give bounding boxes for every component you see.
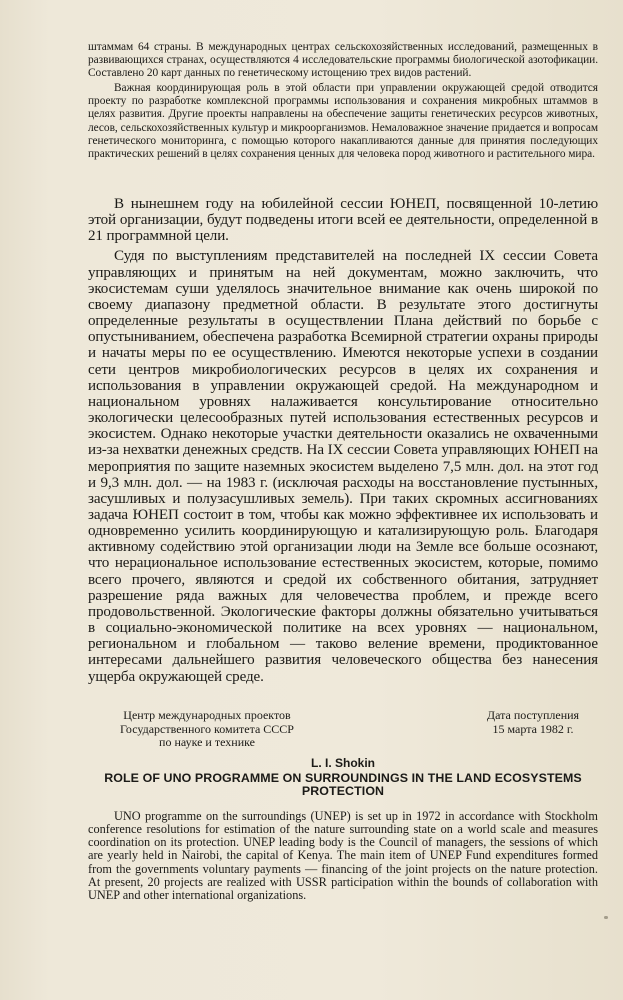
received-date-value: 15 марта 1982 г. [492,721,574,736]
summary-title: ROLE OF UNO PROGRAMME ON SURROUNDINGS IN THE LAND ECOSYSTEMS PROTECTION [104,771,582,798]
received-date [458,709,608,736]
organization-signature [92,709,322,750]
summary-author: L. I. Shokin [310,756,375,770]
main-paragraph-2: Судя по выступлениям представителей на последней IX сессии Совета управляющих и принятым на ней документам, можно заключить, что экосистемам суши уделялось значительное внимание как очень широкой по своему диапазону предметной области. В результате этого достигнуты определенные результаты в осуществлении Плана действий по борьбе с опустыниванием, обеспечена разработка Всемирной стратегии охраны природы и начаты меры по ее осуществлению. Имеются некоторые успехи в создании сети центров микробиологических ресурсов в целях их сохранения и использования в управлении окружающей средой. На международном и национальном уровнях налаживается консультирование относительно экологически целесообразных путей использования естественных ресурсов и экосистем. Однако некоторые участки деятельности оказались не охваченными из-за нехватки денежных средств. На IX сессии Совета управляющих ЮНЕП на мероприятия по защите наземных экосистем выделено 7,5 млн. дол. на этот год и 9,3 млн. дол. — на 1983 г. (исключая расходы на восстановление пустынных, засушливых и полузасушливых земель). При таких скромных ассигнованиях задача ЮНЕП состоит в том, чтобы как можно эффективнее их использовать и одновременно усилить координирующую и катализирующую роль. Благодаря активному содействию этой организации люди на Земле все больше осознают, что нерациональное использование естественных экосистем, которые, помимо всего прочего, являются и средой их собственного обитания, затрудняет разрешение ряда важных для человечества проблем, и прежде всего продовольственной. Экологические факторы должны обязательно учитываться в социально-экономической политике на всех уровнях — национальном, региональном и глобальном — таково веление времени, продиктованное интересами дальнейшего развития человеческого общества без нанесения ущерба окружающей среде. [88,248,598,685]
top-paragraph-2: Важная координирующая роль в этой области при управлении окружающей средой отводится проекту по разработке комплексной программы использования и сохранения микробных штаммов в целях развития. Другие проекты направлены на обеспечение защиты генетических ресурсов животных, лесов, сельскохозяйственных культур и микроорганизмов. Немаловажное значение придается и вопросам генетического мониторинга, с помощью которого накапливаются данные для принятия последующих практических решений в целях сохранения ценных для человека пород животного и растительного мира. [88,82,598,160]
organization-line-2: Государственного комитета СССР [120,721,294,736]
summary-abstract [88,810,598,902]
paper-speck [604,916,608,919]
main-section [88,196,598,685]
organization-line-3: по науке и технике [159,735,255,749]
organization-line-1: Центр международных проектов [123,708,291,722]
top-paragraph-1: штаммам 64 страны. В международных центрах сельскохозяйственных исследований, размещенных в развивающихся странах, осуществляются 4 исследовательские программы биологической азотофикации. Составлено 20 карт данных по генетическому истощению трех видов растений. [88,41,598,80]
top-section [88,41,598,161]
summary-text: UNO programme on the surroundings (UNEP) is set up in 1972 in accordance with Stockholm conference resolutions for estimation of the nature surrounding state on a world scale and measures coordination on its protection. UNEP leading body is the Council of managers, the sessions of which are yearly held in Nairobi, the capital of Kenya. The main item of UNEP Fund expenditures formed from the governments voluntary payments — financing of the joint projects on the nature protection. At present, 20 projects are realized with USSR participation within the bounds of collaboration with UNEP and other international organizations. [88,809,598,902]
received-date-label: Дата поступления [486,708,580,722]
main-paragraph-1: В нынешнем году на юбилейной сессии ЮНЕП, посвященной 10-летию этой организации, будут подведены итоги всей ее деятельности, определенной в 21 программной цели. [88,196,598,245]
